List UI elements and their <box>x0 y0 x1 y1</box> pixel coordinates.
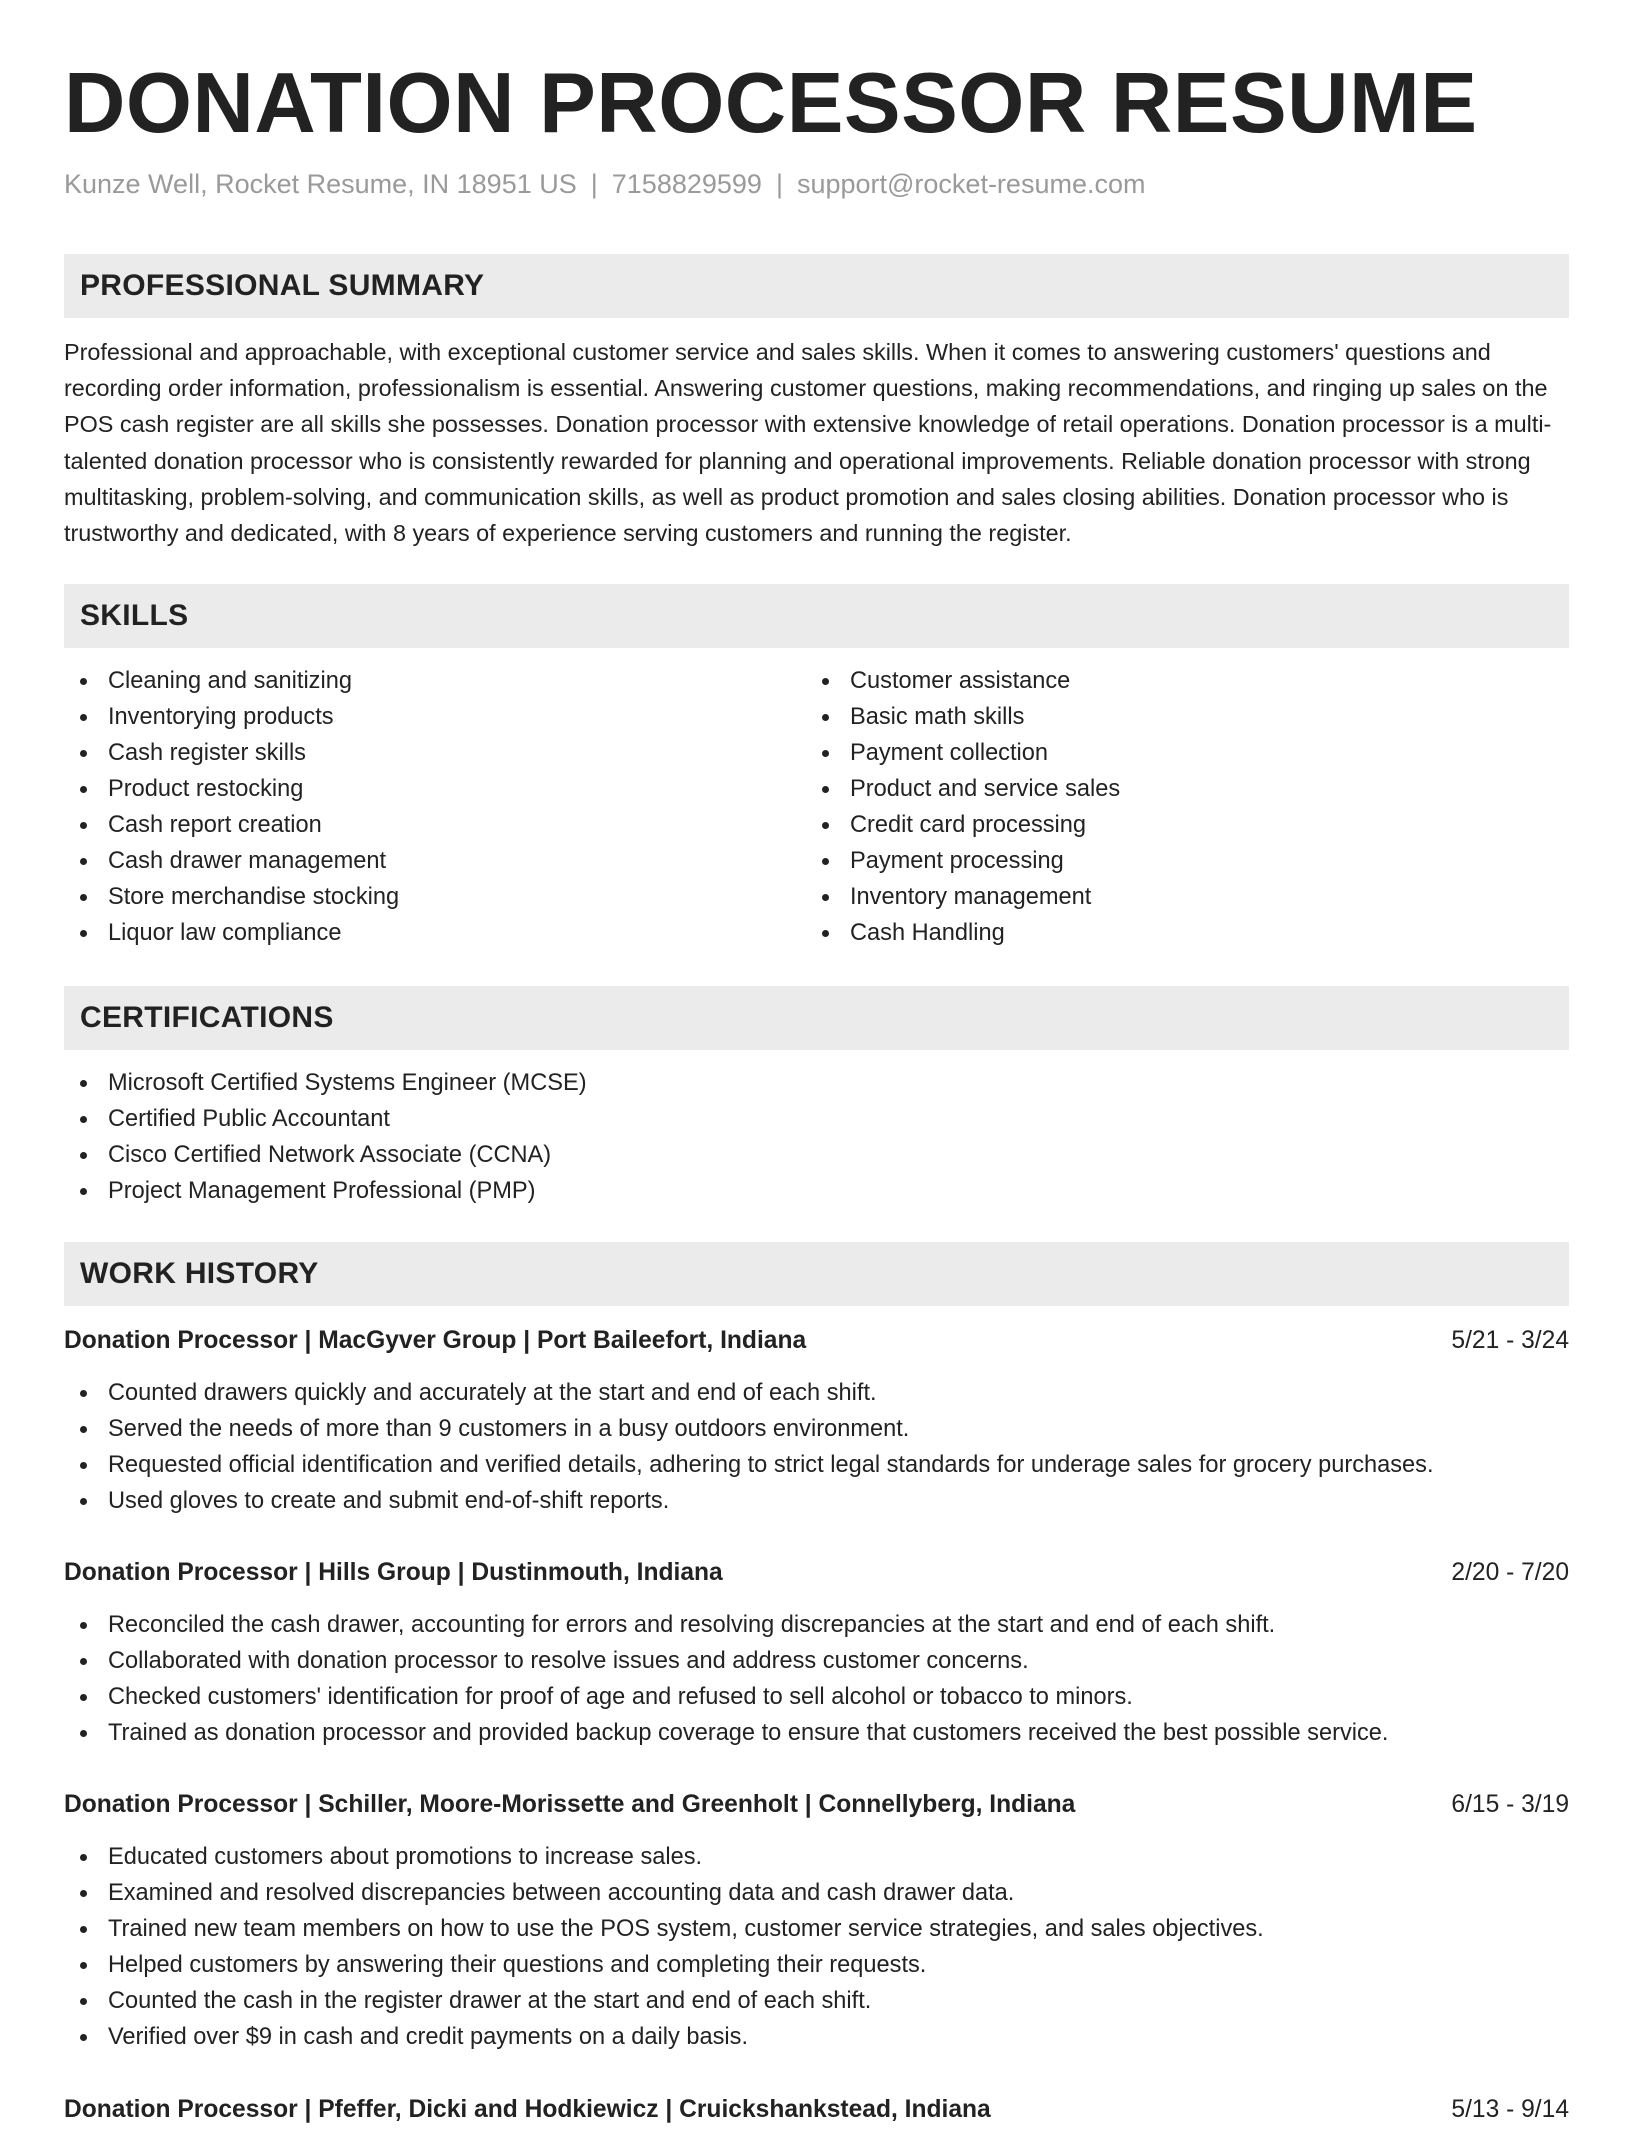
section-header-certifications: CERTIFICATIONS <box>64 986 1569 1050</box>
contact-line <box>64 166 1145 202</box>
list-item: Liquor law compliance <box>64 915 399 951</box>
skills-list-left <box>64 663 399 951</box>
job-title: Donation Processor | Hills Group | Dustinmouth, Indiana <box>64 1559 723 1586</box>
job-title: Donation Processor | MacGyver Group | Port Baileefort, Indiana <box>64 1327 807 1354</box>
job-title: Donation Processor | Pfeffer, Dicki and Hodkiewicz | Cruickshankstead, Indiana <box>64 2096 991 2123</box>
contact-separator: | <box>775 169 783 199</box>
list-item: Reconciled the cash drawer, accounting for errors and resolving discrepancies at the start and end of each shift. <box>64 1607 1388 1643</box>
list-item: Examined and resolved discrepancies between accounting data and cash drawer data. <box>64 1875 1264 1911</box>
list-item: Certified Public Accountant <box>64 1101 587 1137</box>
list-item: Cisco Certified Network Associate (CCNA) <box>64 1137 587 1173</box>
section-header-work-history: WORK HISTORY <box>64 1242 1569 1306</box>
list-item: Credit card processing <box>806 807 1120 843</box>
contact-address: Kunze Well, Rocket Resume, IN 18951 US <box>64 169 577 199</box>
job-dates: 5/21 - 3/24 <box>1451 1327 1569 1354</box>
skills-list-right <box>806 663 1120 951</box>
list-item: Counted drawers quickly and accurately at the start and end of each shift. <box>64 1375 1434 1411</box>
list-item: Educated customers about promotions to increase sales. <box>64 1839 1264 1875</box>
list-item: Cash drawer management <box>64 843 399 879</box>
job-dates: 2/20 - 7/20 <box>1451 1559 1569 1586</box>
list-item: Payment collection <box>806 735 1120 771</box>
job-dates: 6/15 - 3/19 <box>1451 1791 1569 1818</box>
section-header-summary: PROFESSIONAL SUMMARY <box>64 254 1569 318</box>
list-item: Counted the cash in the register drawer at the start and end of each shift. <box>64 1983 1264 2019</box>
list-item: Store merchandise stocking <box>64 879 399 915</box>
list-item: Cash register skills <box>64 735 399 771</box>
list-item: Product and service sales <box>806 771 1120 807</box>
list-item: Microsoft Certified Systems Engineer (MCSE) <box>64 1065 587 1101</box>
list-item: Inventorying products <box>64 699 399 735</box>
list-item: Cash report creation <box>64 807 399 843</box>
job-dates: 5/13 - 9/14 <box>1451 2096 1569 2123</box>
job-duties-list <box>64 1607 1388 1751</box>
job-entry-header <box>64 1785 1569 1825</box>
resume-title: DONATION PROCESSOR RESUME <box>64 56 1478 151</box>
certifications-list <box>64 1065 587 1209</box>
contact-separator: | <box>590 169 598 199</box>
list-item: Cleaning and sanitizing <box>64 663 399 699</box>
section-header-skills: SKILLS <box>64 584 1569 648</box>
list-item: Payment processing <box>806 843 1120 879</box>
job-duties-list <box>64 1375 1434 1519</box>
job-entry-header <box>64 2090 1569 2130</box>
job-title: Donation Processor | Schiller, Moore-Morissette and Greenholt | Connellyberg, Indiana <box>64 1791 1076 1818</box>
contact-phone: 7158829599 <box>611 169 762 199</box>
list-item: Inventory management <box>806 879 1120 915</box>
list-item: Collaborated with donation processor to resolve issues and address customer concerns. <box>64 1643 1388 1679</box>
contact-email: support@rocket-resume.com <box>796 169 1146 199</box>
job-entry-header <box>64 1553 1569 1593</box>
list-item: Served the needs of more than 9 customers in a busy outdoors environment. <box>64 1411 1434 1447</box>
list-item: Requested official identification and verified details, adhering to strict legal standards for underage sales for grocery purchases. <box>64 1447 1434 1483</box>
list-item: Checked customers' identification for proof of age and refused to sell alcohol or tobacco to minors. <box>64 1679 1388 1715</box>
job-entry-header <box>64 1321 1569 1361</box>
list-item: Helped customers by answering their questions and completing their requests. <box>64 1947 1264 1983</box>
list-item: Basic math skills <box>806 699 1120 735</box>
list-item: Project Management Professional (PMP) <box>64 1173 587 1209</box>
list-item: Trained new team members on how to use the POS system, customer service strategies, and sales objectives. <box>64 1911 1264 1947</box>
job-duties-list <box>64 1839 1264 2055</box>
list-item: Customer assistance <box>806 663 1120 699</box>
list-item: Used gloves to create and submit end-of-shift reports. <box>64 1483 1434 1519</box>
list-item: Cash Handling <box>806 915 1120 951</box>
list-item: Product restocking <box>64 771 399 807</box>
list-item: Verified over $9 in cash and credit payments on a daily basis. <box>64 2019 1264 2055</box>
list-item: Trained as donation processor and provided backup coverage to ensure that customers received the best possible service. <box>64 1715 1388 1751</box>
summary-text: Professional and approachable, with exceptional customer service and sales skills. When it comes to answering customers' questions and recording order information, professionalism is essential. Answering customer questions, making recommendations, and ringing up sales on the POS cash register are all skills she possesses. Donation processor with extensive knowledge of retail operations. Donation processor is a multi-talented donation processor who is consistently rewarded for planning and operational improvements. Reliable donation processor with strong multitasking, problem-solving, and communication skills, as well as product promotion and sales closing abilities. Donation processor who is trustworthy and dedicated, with 8 years of experience serving customers and running the register. <box>64 339 1552 547</box>
